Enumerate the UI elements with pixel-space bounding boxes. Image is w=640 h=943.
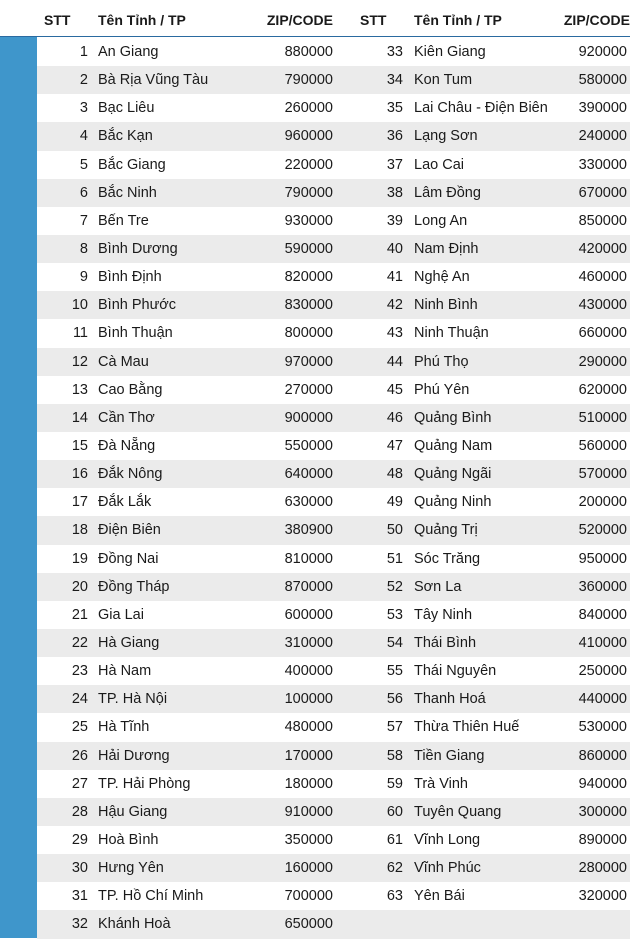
stt-cell-2: 45 bbox=[386, 381, 403, 398]
stt-cell-2: 42 bbox=[386, 297, 403, 314]
province-cell-2: Lai Châu - Điện Biên bbox=[414, 100, 548, 117]
table-header bbox=[0, 0, 640, 37]
header-stt: STT bbox=[44, 12, 71, 28]
stt-cell: 31 bbox=[71, 888, 88, 905]
stt-cell: 15 bbox=[71, 437, 88, 454]
zip-cell: 800000 bbox=[284, 325, 333, 342]
province-cell-2: Trà Vinh bbox=[414, 775, 468, 792]
stt-cell: 6 bbox=[79, 184, 88, 201]
header-zip-code: ZIP/CODE bbox=[266, 12, 333, 28]
stt-cell: 22 bbox=[71, 634, 88, 651]
header-province-name: Tên Tỉnh / TP bbox=[98, 12, 186, 28]
stt-cell-2: 43 bbox=[386, 325, 403, 342]
table-row bbox=[37, 545, 630, 573]
province-cell: Đồng Tháp bbox=[98, 578, 170, 595]
zip-cell-2: 440000 bbox=[578, 691, 627, 708]
zip-cell-2: 850000 bbox=[578, 212, 627, 229]
stt-cell-2: 57 bbox=[386, 719, 403, 736]
province-cell-2: Thái Bình bbox=[414, 634, 477, 651]
zip-cell-2: 460000 bbox=[578, 269, 627, 286]
stt-cell: 25 bbox=[71, 719, 88, 736]
zip-cell-2: 250000 bbox=[578, 663, 627, 680]
table-row bbox=[37, 66, 630, 94]
table-row bbox=[37, 657, 630, 685]
table-row bbox=[37, 573, 630, 601]
zip-cell: 260000 bbox=[284, 100, 333, 117]
zip-cell-2: 570000 bbox=[578, 466, 627, 483]
table-row bbox=[37, 207, 630, 235]
zip-cell: 810000 bbox=[284, 550, 333, 567]
zip-cell-2: 840000 bbox=[578, 606, 627, 623]
table-row bbox=[37, 404, 630, 432]
table-row bbox=[37, 742, 630, 770]
stt-cell: 5 bbox=[79, 156, 88, 173]
zip-cell: 820000 bbox=[284, 269, 333, 286]
zip-cell-2: 560000 bbox=[578, 437, 627, 454]
zip-cell-2: 420000 bbox=[578, 240, 627, 257]
stt-cell: 32 bbox=[71, 916, 88, 933]
stt-cell-2: 41 bbox=[386, 269, 403, 286]
province-cell: Bình Định bbox=[98, 269, 162, 286]
zip-cell-2: 410000 bbox=[578, 634, 627, 651]
zip-cell-2: 320000 bbox=[578, 888, 627, 905]
zip-cell: 480000 bbox=[284, 719, 333, 736]
stt-cell-2: 59 bbox=[386, 775, 403, 792]
stt-cell: 13 bbox=[71, 381, 88, 398]
table-row bbox=[37, 798, 630, 826]
table-row bbox=[37, 770, 630, 798]
zip-cell-2: 660000 bbox=[578, 325, 627, 342]
province-cell-2: Vĩnh Phúc bbox=[414, 860, 481, 877]
zip-cell: 900000 bbox=[284, 409, 333, 426]
zip-cell-2: 860000 bbox=[578, 747, 627, 764]
stt-cell-2: 62 bbox=[386, 860, 403, 877]
table-row bbox=[37, 516, 630, 544]
province-cell: TP. Hải Phòng bbox=[98, 775, 191, 792]
province-cell: Đồng Nai bbox=[98, 550, 159, 567]
stt-cell-2: 61 bbox=[386, 831, 403, 848]
zip-cell: 830000 bbox=[284, 297, 333, 314]
table-row bbox=[37, 348, 630, 376]
stt-cell-2: 60 bbox=[386, 803, 403, 820]
stt-cell: 30 bbox=[71, 860, 88, 877]
zip-cell: 640000 bbox=[284, 466, 333, 483]
province-cell: TP. Hồ Chí Minh bbox=[98, 888, 204, 905]
stt-cell: 24 bbox=[71, 691, 88, 708]
zip-cell-2: 300000 bbox=[578, 803, 627, 820]
province-cell-2: Kon Tum bbox=[414, 72, 473, 89]
stt-cell: 8 bbox=[79, 240, 88, 257]
zip-cell: 100000 bbox=[284, 691, 333, 708]
province-cell: Bình Thuận bbox=[98, 325, 173, 342]
stt-cell-2: 34 bbox=[386, 72, 403, 89]
zip-cell: 180000 bbox=[284, 775, 333, 792]
province-cell-2: Kiên Giang bbox=[414, 44, 486, 60]
province-cell-2: Tiền Giang bbox=[414, 747, 485, 764]
table-row bbox=[37, 94, 630, 122]
province-cell-2: Lâm Đồng bbox=[414, 184, 481, 201]
province-cell: Khánh Hoà bbox=[98, 916, 171, 933]
stt-cell-2: 46 bbox=[386, 409, 403, 426]
zip-cell: 910000 bbox=[284, 803, 333, 820]
zip-cell: 960000 bbox=[284, 128, 333, 145]
header-zip-code-2: ZIP/CODE bbox=[563, 12, 630, 28]
table-row bbox=[37, 488, 630, 516]
province-cell: Bình Dương bbox=[98, 240, 178, 257]
stt-cell-2: 50 bbox=[386, 522, 403, 539]
zip-cell-2: 430000 bbox=[578, 297, 627, 314]
province-cell: Hậu Giang bbox=[98, 803, 168, 820]
stt-cell: 4 bbox=[79, 128, 88, 145]
zip-cell: 170000 bbox=[284, 747, 333, 764]
stt-cell: 12 bbox=[71, 353, 88, 370]
province-cell-2: Lao Cai bbox=[414, 156, 464, 173]
province-cell-2: Phú Yên bbox=[414, 381, 470, 398]
zip-cell: 220000 bbox=[284, 156, 333, 173]
table-row bbox=[37, 151, 630, 179]
zip-cell-2: 290000 bbox=[578, 353, 627, 370]
province-cell: TP. Hà Nội bbox=[98, 691, 168, 708]
table-row bbox=[37, 882, 630, 910]
stt-cell: 11 bbox=[72, 325, 88, 342]
stt-cell: 10 bbox=[71, 297, 88, 314]
stt-cell-2: 36 bbox=[386, 128, 403, 145]
province-cell-2: Thanh Hoá bbox=[414, 691, 486, 708]
stt-cell-2: 35 bbox=[386, 100, 403, 117]
stt-cell-2: 58 bbox=[386, 747, 403, 764]
zip-cell: 880000 bbox=[284, 44, 333, 60]
province-cell-2: Sóc Trăng bbox=[414, 550, 481, 567]
zip-cell: 790000 bbox=[284, 184, 333, 201]
province-cell-2: Tuyên Quang bbox=[414, 803, 502, 820]
province-cell-2: Vĩnh Long bbox=[414, 831, 481, 848]
stt-cell: 19 bbox=[71, 550, 88, 567]
zip-cell: 790000 bbox=[284, 72, 333, 89]
stt-cell: 14 bbox=[71, 409, 88, 426]
zip-cell-2: 620000 bbox=[578, 381, 627, 398]
stt-cell-2: 56 bbox=[386, 691, 403, 708]
table-row bbox=[37, 179, 630, 207]
zip-cell: 650000 bbox=[284, 916, 333, 933]
zip-cell: 870000 bbox=[284, 578, 333, 595]
province-cell: Hà Nam bbox=[98, 663, 152, 680]
stt-cell: 28 bbox=[71, 803, 88, 820]
stt-cell: 7 bbox=[79, 212, 88, 229]
province-cell-2: Thái Nguyên bbox=[414, 663, 497, 680]
province-cell: Đắk Lắk bbox=[98, 494, 152, 511]
zip-cell-2: 280000 bbox=[578, 860, 627, 877]
zip-cell: 630000 bbox=[284, 494, 333, 511]
province-cell-2: Quảng Ninh bbox=[414, 494, 492, 511]
province-cell-2: Nam Định bbox=[414, 240, 479, 257]
province-cell-2: Quảng Ngãi bbox=[414, 466, 492, 483]
province-cell-2: Quảng Nam bbox=[414, 437, 493, 454]
province-cell-2: Ninh Thuận bbox=[414, 325, 489, 342]
stt-cell: 26 bbox=[71, 747, 88, 764]
table-row bbox=[37, 291, 630, 319]
province-cell: Hoà Bình bbox=[98, 831, 159, 848]
zip-cell: 160000 bbox=[284, 860, 333, 877]
stt-cell-2: 37 bbox=[386, 156, 403, 173]
zip-cell: 550000 bbox=[284, 437, 333, 454]
zip-cell: 590000 bbox=[284, 240, 333, 257]
stt-cell: 23 bbox=[71, 663, 88, 680]
table-row bbox=[37, 38, 630, 66]
province-cell: Bà Rịa Vũng Tàu bbox=[98, 72, 209, 89]
province-cell-2: Yên Bái bbox=[414, 888, 465, 905]
stt-cell-2: 54 bbox=[386, 634, 403, 651]
zip-cell-2: 940000 bbox=[578, 775, 627, 792]
stt-cell-2: 38 bbox=[386, 184, 403, 201]
province-cell: Hưng Yên bbox=[98, 860, 164, 877]
zip-code-table bbox=[37, 38, 630, 939]
zip-cell-2: 950000 bbox=[578, 550, 627, 567]
zip-cell: 600000 bbox=[284, 606, 333, 623]
stt-cell: 27 bbox=[71, 775, 88, 792]
stt-cell-2: 51 bbox=[386, 550, 403, 567]
zip-cell-2: 330000 bbox=[578, 156, 627, 173]
zip-cell-2: 200000 bbox=[578, 494, 627, 511]
table-row bbox=[37, 826, 630, 854]
table-row bbox=[37, 713, 630, 741]
province-cell-2: Long An bbox=[414, 212, 468, 229]
table-row bbox=[37, 263, 630, 291]
province-cell: An Giang bbox=[98, 44, 159, 60]
stt-cell-2: 33 bbox=[386, 44, 403, 60]
stt-cell-2: 44 bbox=[386, 353, 403, 370]
zip-cell-2: 520000 bbox=[578, 522, 627, 539]
stt-cell-2: 47 bbox=[386, 437, 403, 454]
zip-cell-2: 670000 bbox=[578, 184, 627, 201]
table-row bbox=[37, 629, 630, 657]
stt-cell-2: 39 bbox=[386, 212, 403, 229]
zip-cell: 700000 bbox=[284, 888, 333, 905]
province-cell-2: Thừa Thiên Huế bbox=[414, 719, 520, 736]
zip-cell-2: 580000 bbox=[578, 72, 627, 89]
stt-cell: 3 bbox=[79, 100, 88, 117]
zip-cell: 400000 bbox=[284, 663, 333, 680]
stt-cell: 20 bbox=[71, 578, 88, 595]
province-cell: Bến Tre bbox=[98, 212, 149, 229]
province-cell-2: Ninh Bình bbox=[414, 297, 478, 314]
province-cell-2: Nghệ An bbox=[414, 269, 470, 286]
stt-cell: 9 bbox=[79, 269, 88, 286]
stt-cell: 17 bbox=[71, 494, 88, 511]
zip-cell-2: 530000 bbox=[578, 719, 627, 736]
stt-cell-2: 55 bbox=[386, 663, 403, 680]
zip-cell: 310000 bbox=[284, 634, 333, 651]
stt-cell: 18 bbox=[71, 522, 88, 539]
province-cell-2: Sơn La bbox=[414, 578, 462, 595]
zip-cell-2: 920000 bbox=[578, 44, 627, 60]
province-cell-2: Tây Ninh bbox=[414, 606, 473, 623]
zip-cell: 350000 bbox=[284, 831, 333, 848]
province-cell: Bình Phước bbox=[98, 297, 177, 314]
table-row bbox=[37, 432, 630, 460]
province-cell: Bạc Liêu bbox=[98, 100, 155, 117]
table-row bbox=[37, 122, 630, 150]
table-row bbox=[37, 601, 630, 629]
province-cell-2: Quảng Trị bbox=[414, 522, 478, 539]
province-cell: Cà Mau bbox=[98, 353, 149, 370]
zip-cell-2: 510000 bbox=[578, 409, 627, 426]
province-cell: Cần Thơ bbox=[98, 409, 155, 426]
stt-cell: 16 bbox=[71, 466, 88, 483]
province-cell-2: Lạng Sơn bbox=[414, 128, 478, 145]
zip-cell-2: 890000 bbox=[578, 831, 627, 848]
zip-cell-2: 390000 bbox=[578, 100, 627, 117]
header-divider bbox=[0, 36, 630, 37]
province-cell: Đắk Nông bbox=[98, 466, 163, 483]
stt-cell-2: 40 bbox=[386, 240, 403, 257]
province-cell: Điện Biên bbox=[98, 522, 161, 539]
stt-cell: 2 bbox=[79, 72, 88, 89]
province-cell: Hà Giang bbox=[98, 634, 160, 651]
stt-cell-2: 49 bbox=[386, 494, 403, 511]
province-cell-2: Quảng Bình bbox=[414, 409, 492, 426]
province-cell: Bắc Giang bbox=[98, 156, 166, 173]
stt-cell: 29 bbox=[71, 831, 88, 848]
province-cell: Đà Nẵng bbox=[98, 437, 156, 454]
header-stt-2: STT bbox=[360, 12, 387, 28]
province-cell: Hà Tĩnh bbox=[98, 719, 150, 736]
province-cell: Bắc Kạn bbox=[98, 128, 153, 145]
zip-cell: 270000 bbox=[284, 381, 333, 398]
province-cell: Gia Lai bbox=[98, 606, 144, 623]
zip-cell-2: 240000 bbox=[578, 128, 627, 145]
province-cell-2: Phú Thọ bbox=[414, 353, 469, 370]
province-cell: Bắc Ninh bbox=[98, 184, 157, 201]
table-row bbox=[37, 319, 630, 347]
province-cell: Cao Bằng bbox=[98, 381, 163, 398]
table-row bbox=[37, 685, 630, 713]
stt-cell-2: 53 bbox=[386, 606, 403, 623]
zip-cell-2: 360000 bbox=[578, 578, 627, 595]
stt-cell: 21 bbox=[71, 606, 88, 623]
zip-cell: 930000 bbox=[284, 212, 333, 229]
stt-cell-2: 52 bbox=[386, 578, 403, 595]
table-row bbox=[37, 460, 630, 488]
zip-cell: 970000 bbox=[284, 353, 333, 370]
stt-cell: 1 bbox=[79, 44, 88, 60]
sidebar-stripe bbox=[0, 37, 37, 938]
table-row bbox=[37, 854, 630, 882]
table-row bbox=[37, 376, 630, 404]
province-cell: Hải Dương bbox=[98, 747, 170, 764]
header-province-name-2: Tên Tỉnh / TP bbox=[414, 12, 502, 28]
table-row bbox=[37, 235, 630, 263]
stt-cell-2: 63 bbox=[386, 888, 403, 905]
zip-cell: 380900 bbox=[284, 522, 333, 539]
table-row bbox=[37, 910, 630, 938]
stt-cell-2: 48 bbox=[386, 466, 403, 483]
